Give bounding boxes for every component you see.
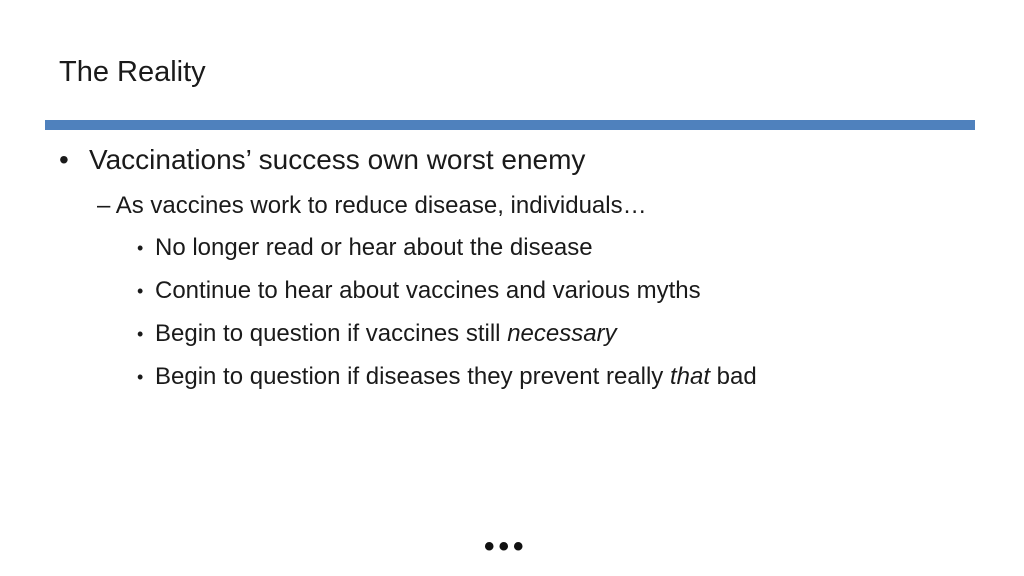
bullet-marker: • xyxy=(137,238,144,258)
slide-title: The Reality xyxy=(59,56,206,88)
bullet-text xyxy=(155,361,757,393)
bullet-marker: • xyxy=(137,281,144,301)
title-divider xyxy=(45,120,975,130)
emphasis-text: that xyxy=(669,363,710,390)
bullet-marker: • xyxy=(59,144,69,175)
sub-bullet-text: – As vaccines work to reduce disease, individuals… xyxy=(97,192,647,219)
bullet-text xyxy=(155,318,617,350)
bullet-text: No longer read or hear about the disease xyxy=(155,234,593,261)
bullet-marker: • xyxy=(137,324,144,344)
bullet-text: Vaccinations’ success own worst enemy xyxy=(89,144,586,175)
bullet-level2 xyxy=(97,190,647,222)
bullet-text-part: Begin to question if diseases they prevent really xyxy=(155,363,670,390)
bullet-text: Continue to hear about vaccines and various myths xyxy=(155,277,701,304)
bullet-text-part: bad xyxy=(710,363,757,390)
bullet-text-part: Begin to question if vaccines still xyxy=(155,320,508,347)
continuation-ellipsis: ••• xyxy=(484,530,528,563)
emphasis-text: necessary xyxy=(507,320,617,347)
bullet-marker: • xyxy=(137,367,144,387)
